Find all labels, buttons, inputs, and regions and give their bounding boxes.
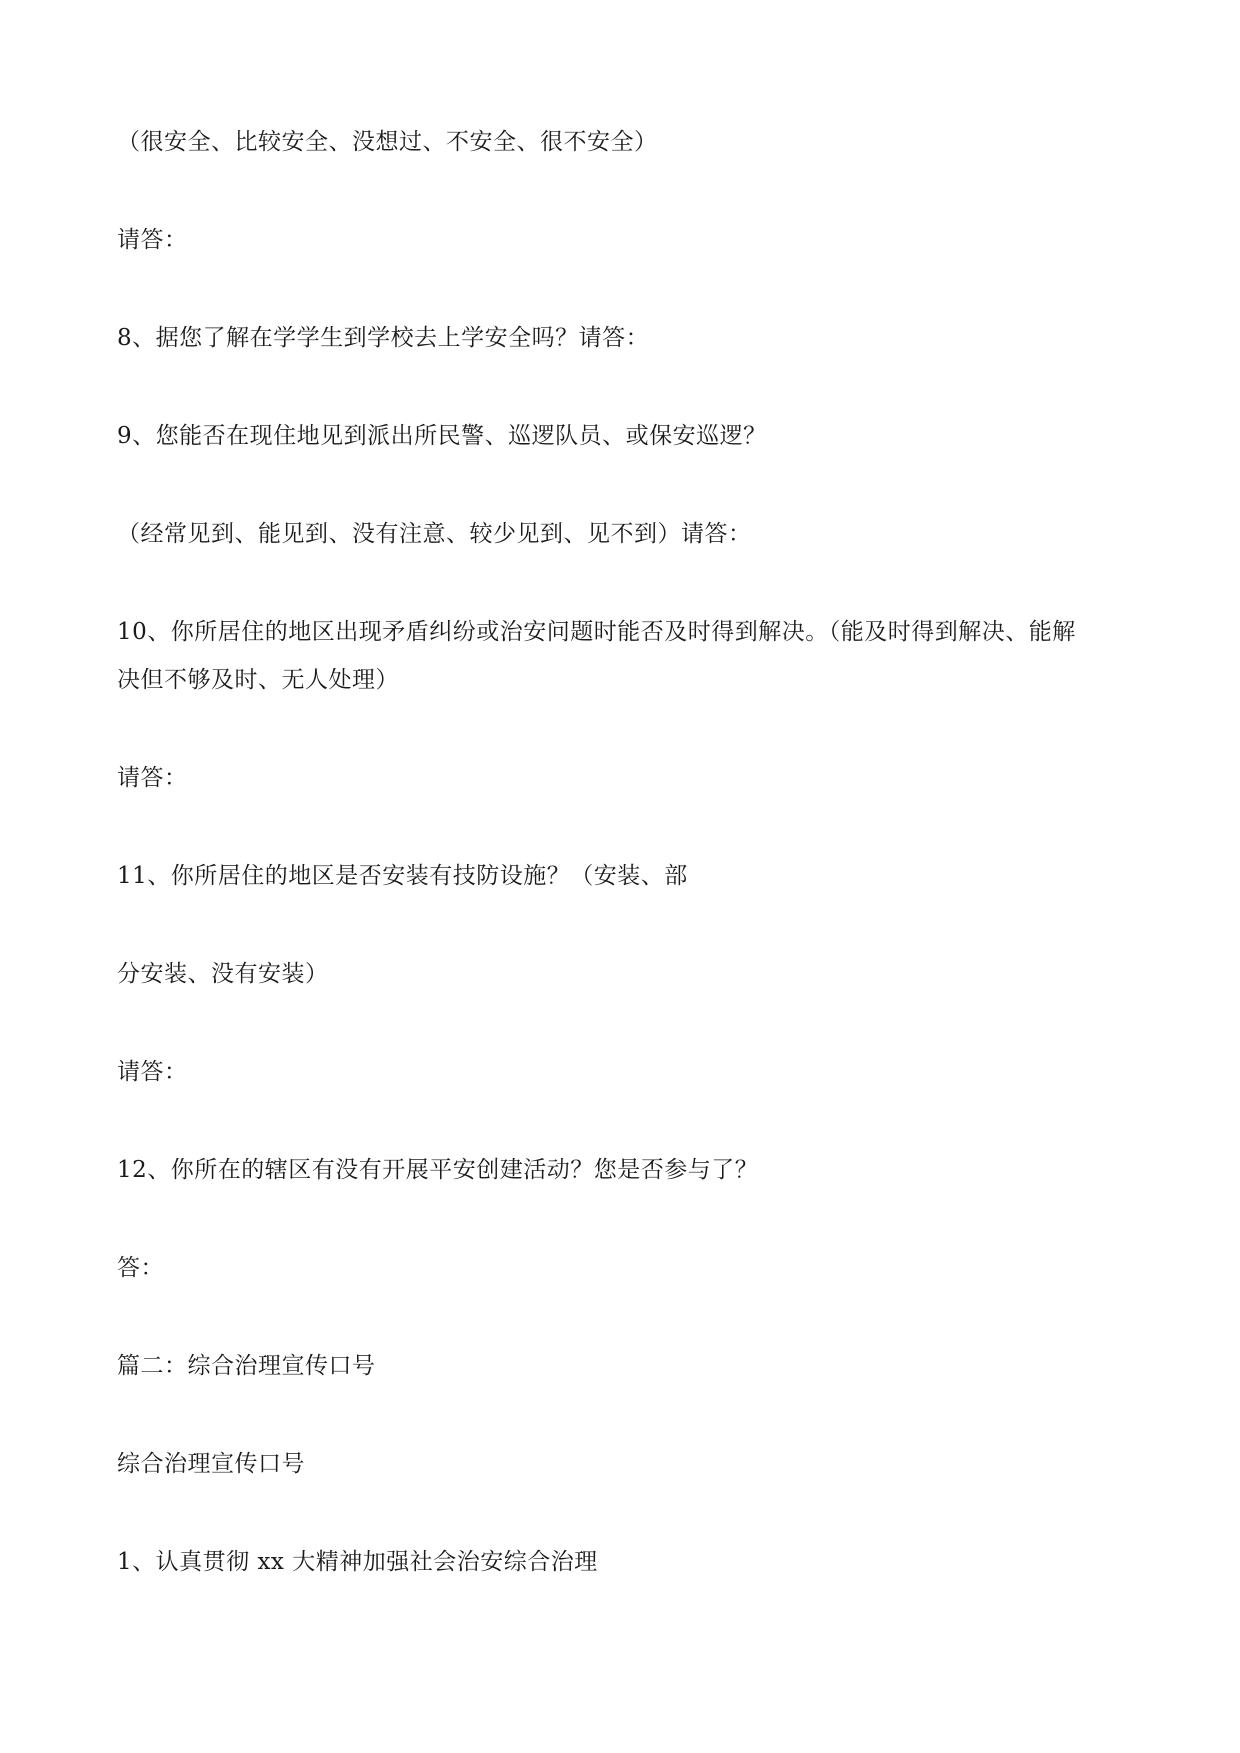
section-subtitle: 综合治理宣传口号	[117, 1451, 305, 1477]
text-line-question-11: 11、你所居住的地区是否安装有技防设施？（安装、部	[117, 863, 688, 889]
text-line-question-11-cont: 分安装、没有安装）	[117, 961, 329, 987]
text-line-question-10-cont: 决但不够及时、无人处理）	[117, 667, 399, 693]
text-line-question-12: 12、你所在的辖区有没有开展平安创建活动？您是否参与了？	[117, 1157, 759, 1183]
slogan-item-1: 1、认真贯彻 xx 大精神加强社会治安综合治理	[117, 1549, 598, 1575]
text-line-answer-1: 请答：	[117, 227, 188, 253]
text-line-answer-3: 请答：	[117, 1059, 188, 1085]
text-line-question-9: 9、您能否在现住地见到派出所民警、巡逻队员、或保安巡逻？	[117, 423, 767, 449]
text-line-safety-options: （很安全、比较安全、没想过、不安全、很不安全）	[117, 129, 658, 155]
section-heading: 篇二：综合治理宣传口号	[117, 1353, 376, 1379]
text-line-answer-4: 答：	[117, 1255, 164, 1281]
text-line-question-9-options: （经常见到、能见到、没有注意、较少见到、见不到）请答：	[117, 521, 752, 547]
text-line-question-10: 10、你所居住的地区出现矛盾纠纷或治安问题时能否及时得到解决。（能及时得到解决、能解	[117, 619, 1076, 645]
text-line-question-8: 8、据您了解在学学生到学校去上学安全吗？请答：	[117, 325, 650, 351]
text-line-answer-2: 请答：	[117, 765, 188, 791]
